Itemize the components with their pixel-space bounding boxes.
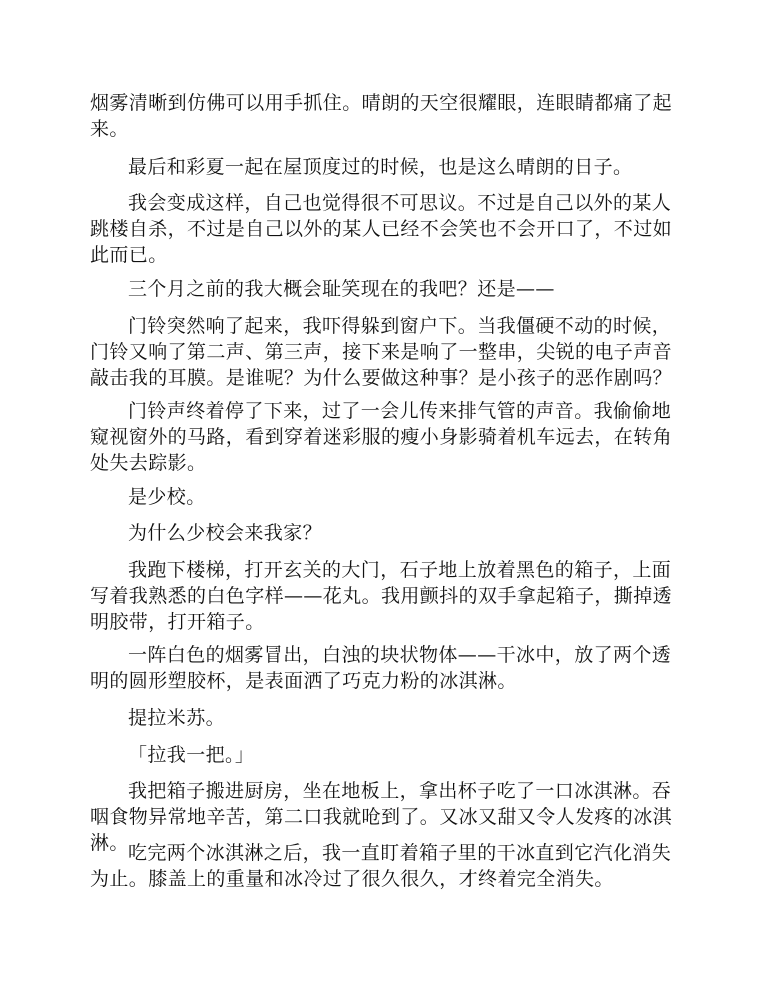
- paragraph-11: 提拉米苏。: [128, 707, 226, 729]
- paragraph-2: 最后和彩夏一起在屋顶度过的时候，也是这么晴朗的日子。: [128, 156, 633, 178]
- paragraph-1: 烟雾清晰到仿佛可以用手抓住。晴朗的天空很耀眼，连眼睛都痛了起来。: [90, 92, 673, 140]
- paragraph-6: 门铃声终着停了下来，过了一会儿传来排气管的声音。我偷偷地窥视窗外的马路，看到穿着迷彩服的瘦小身影骑着机车远去，在转角处失去踪影。: [90, 400, 673, 474]
- paragraph-4: 三个月之前的我大概会耻笑现在的我吧？还是——: [128, 278, 555, 300]
- paragraph-3: 我会变成这样，自己也觉得很不可思议。不过是自己以外的某人跳楼自杀，不过是自己以外的某人已经不会笑也不会开口了，不过如此而已。: [90, 192, 673, 266]
- paragraph-12: 「拉我一把。」: [128, 744, 255, 766]
- paragraph-9: 我跑下楼梯，打开玄关的大门，石子地上放着黑色的箱子，上面写着我熟悉的白色字样——花丸。我用颤抖的双手拿起箱子，撕掉透明胶带，打开箱子。: [90, 559, 673, 633]
- paragraph-7: 是少校。: [128, 486, 206, 508]
- paragraph-13: 我把箱子搬进厨房，坐在地板上，拿出杯子吃了一口冰淇淋。吞咽食物异常地辛苦，第二口我就呛到了。又冰又甜又令人发疼的冰淇淋。: [90, 780, 673, 854]
- paragraph-5: 门铃突然响了起来，我吓得躲到窗户下。当我僵硬不动的时候，门铃又响了第二声、第三声，接下来是响了一整串，尖锐的电子声音敲击我的耳膜。是谁呢？为什么要做这种事？是小孩子的恶作剧吗？: [90, 315, 673, 389]
- paragraph-14: 吃完两个冰淇淋之后，我一直盯着箱子里的干冰直到它汽化消失为止。膝盖上的重量和冰冷过了很久很久，才终着完全消失。: [90, 842, 672, 890]
- paragraph-8: 为什么少校会来我家？: [128, 522, 323, 544]
- paragraph-10: 一阵白色的烟雾冒出，白浊的块状物体——干冰中，放了两个透明的圆形塑胶杯，是表面洒了巧克力粉的冰淇淋。: [90, 644, 672, 692]
